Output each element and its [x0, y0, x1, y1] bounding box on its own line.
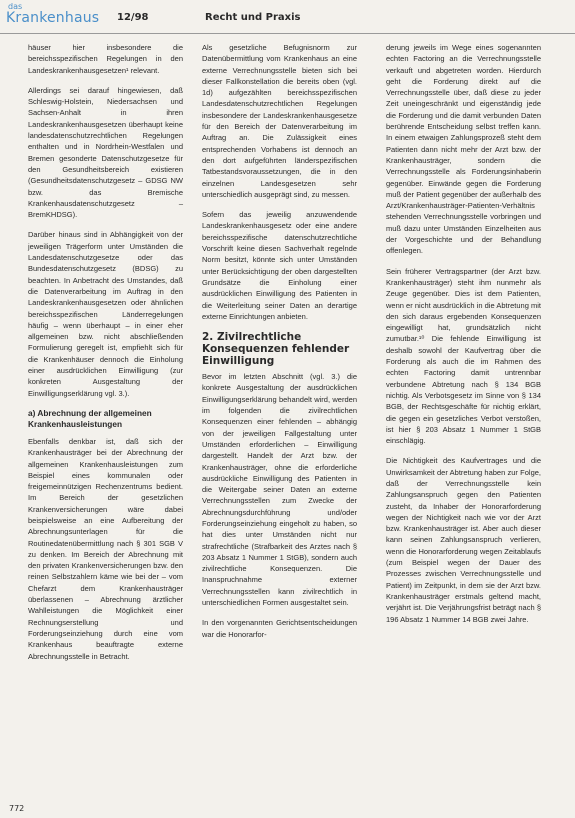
paragraph: Allerdings sei darauf hingewiesen, daß Schleswig-Holstein, Niedersachsen und Sachsen-Anhalt in ihren Landeskrankenhausgesetzen überhaupt keine landesdatenschutzrechtlichen Regelungen enthalten und in Nordrhein-Westfalen und Bremen gesonderte Datenschutzgesetze für den Gesundheitsbereich existieren (Gesundheitsdatenschutzgesetz – GDSG NW bzw. das Bremische Krankenhausdatenschutzgesetz – BremKHDSG).	[28, 85, 183, 220]
paragraph: Bevor im letzten Abschnitt (vgl. 3.) die konkrete Ausgestaltung der ausdrücklichen Einwilligungserklärung behandelt wird, werden im folgenden die zivilrechtlichen Konsequenzen einer fehlenden – abhängig von der jeweiligen Fallgestaltung unter Umständen erforderlichen – Einwilligung dargestellt. Handelt der Arzt bzw. der Krankenhausträger, ohne die erforderliche ausdrückliche Einwilligung des Patienten in die Weitergabe seiner Daten an externe Verrechnungsstellen zum Zwecke der Abrechnungsdurchführung und/oder Forderungseinziehung eingeholt zu haben, so hat dies unter Umständen nicht nur strafrechtliche (Strafbarkeit des Arztes nach § 203 Absatz 1 Nummer 1 StGB), sondern auch zivilrechtliche Konsequenzen. Die Inanspruchnahme externer Verrechnungsstellen kann zivilrechtlich in unterschiedlichen Formen ausgestaltet sein.	[202, 372, 357, 608]
column-1	[28, 42, 183, 671]
header-rule	[0, 33, 575, 34]
paragraph: Darüber hinaus sind in Abhängigkeit von der jeweiligen Trägerform unter Umständen die Landesdatenschutzgesetze oder das Bundesdatenschutzgesetz (BDSG) zu beachten. In Anbetracht des Umstandes, daß die Datenverarbeitung im Auftrag in den Landeskrankenhausgesetzen oder ähnlichen bereichsspezifischen Länderregelungen häufig – wenn überhaupt – in einer eher allgemeinen bzw. nicht abschließenden Formulierung geregelt ist, empfiehlt sich für die Krankenhäuser dennoch die Einholung einer ausdrücklichen Einwilligung (zur konkreten Ausgestaltung der Einwilligungserklärung vgl. 3.).	[28, 230, 183, 398]
paragraph: Als gesetzliche Befugnisnorm zur Datenübermittlung vom Krankenhaus an eine externe Verrechnungsstelle bieten sich bei dieser Fallkonstellation die bereits oben (vgl. 1d) aufgezählten bereichsspezifischen Landesdatenschutzrechtlichen Regelungen insbesondere der Landeskrankenhausgesetze für den Bereich der Datenverarbeitung im Auftrag an. Die Zulässigkeit eines entsprechenden Vorhabens ist dennoch an den dort aufgeführten länderspezifischen Tatbestandsvoraussetzungen, die in den einzelnen Landesgesetzen sehr unterschiedlich ausgeprägt sind, zu messen.	[202, 43, 357, 199]
subsection-heading: a) Abrechnung der allgemeinen Krankenhausleistungen	[28, 407, 152, 429]
logo-title: Krankenhaus	[6, 10, 100, 26]
paragraph: Ebenfalls denkbar ist, daß sich der Krankenhausträger bei der Abrechnung der allgemeinen Krankenhausleistungen zum Beispiel eines kommunalen oder freigemeinnützigen Rechenzentrums bedient. Im Bereich der gesetzlichen Krankenversicherungen wäre dabei beispielsweise an eine Aufbereitung der Abrechnungsunterlagen für die Routinedatenübermittlung nach § 301 SGB V zu denken. Im Bereich der Abrechnung mit den privaten Krankenversicherungen bzw. den reinen Selbstzahlern käme wie bei der – vom Chefarzt dem Krankenhausträger überlassenen – Abrechnung ärztlicher Wahlleistungen die Möglichkeit einer Rechnungserstellung und Forderungseinziehung durch eine vom Krankenhaus beauftragte externe Abrechnungsstelle in Betracht.	[28, 436, 183, 661]
paragraph: derung jeweils im Wege eines sogenannten echten Factoring an die Verrechnungsstelle verkauft und abgetreten worden. Hierdurch geht die Forderung direkt auf die Verrechnungsstelle über, daß diese zu jeder Zeit uneingeschränkt und eigenständig jede die Forderung und die damit verbunden Daten berührende Entscheidung selbst treffen kann. In einem etwaigen Zahlungsprozeß steht dem Patienten dann nicht mehr der Arzt bzw. der Krankenhausträger, sondern die Verrechnungsstelle als Forderungsinhaberin gegenüber. Einwände gegen die Forderung muß der Patient gegenüber der außerhalb des Arzt/Krankenhausträger-Patienten-Verhältnis stehenden Verrechnungsstelle vorbringen und muß dazu unter Umständen Einzelheiten aus der Vorgeschichte und der Behandlung offenlegen.	[386, 43, 541, 256]
paragraph: Sein früherer Vertragspartner (der Arzt bzw. Krankenhausträger) steht ihm nunmehr als Zeuge gegenüber. Dies ist dem Patienten, wenn er nicht ausdrücklich in die Abtretung mit den sich daraus ergebenden Konsequenzen eingewilligt hat, grundsätzlich nicht zumutbar.¹⁰ Die fehlende Einwilligung ist deshalb sowohl der Kaufvertrag über die Forderung als auch die im Rahmen des echten Factoring damit untrennbar verbundene Abtretung nach § 134 BGB nichtig. Als Verbotsgesetz im Sinne von § 134 BGB, der Rechtsgeschäfte für nichtig erklärt, die gegen ein gesetzliches Verbot verstoßen, ist hier § 203 Absatz 1 Nummer 1 StGB einschlägig.	[386, 266, 541, 446]
page-number: 772	[9, 804, 25, 813]
section-heading: 2. Zivilrechtliche Konsequenzen fehlender Einwilligung	[202, 331, 350, 368]
paragraph: In den vorgenannten Gerichtsentscheidungen war die Honorarfor-	[202, 618, 357, 639]
column-3	[386, 42, 541, 634]
section-title: Recht und Praxis	[205, 12, 301, 23]
paragraph: Die Nichtigkeit des Kaufvertrages und die Unwirksamkeit der Abtretung haben zur Folge, daß der Verrechnungsstelle kein Zahlungsanspruch gegen den Patienten zusteht, da Inhaber der Honorarforderung wegen der Nichtigkeit nach wie vor der Arzt bzw. Krankenhausträger ist. Aber auch dieser kann seinen Zahlungsanspruch verlieren, wenn die Honorarforderung wegen Zeitablaufs (zum Beispiel wegen der Dauer des Prozesses zwischen Verrechnungsstelle und Patient) im Zeitpunkt, in dem sie der Arzt bzw. Krankenhausträger erstmals geltend macht, verjährt ist. Die Verjährungsfrist beträgt nach § 196 Absatz 1 Nummer 14 BGB zwei Jahre.	[386, 456, 541, 624]
magazine-logo	[6, 2, 114, 32]
column-2	[202, 42, 357, 649]
paragraph: Sofern das jeweilig anzuwendende Landeskrankenhausgesetz oder eine andere bereichsspezifische datenschutzrechtliche Vorschrift keine diesen Sachverhalt regelnde Norm besitzt, könnte sich unter Umständen unter Berücksichtigung der oben dargestellten Grundsätze die Einholung einer ausdrücklichen Einwilligung des Patienten in die Weiterleitung seiner Daten an derartige externe Einrichtungen anbieten.	[202, 210, 357, 321]
issue-number: 12/98	[117, 12, 149, 23]
paragraph: häuser hier insbesondere die bereichsspezifischen Regelungen in den Landeskrankenhausgesetzen¹ relevant.	[28, 43, 183, 75]
logo-small-text: das	[8, 2, 23, 11]
page-header	[0, 0, 575, 36]
